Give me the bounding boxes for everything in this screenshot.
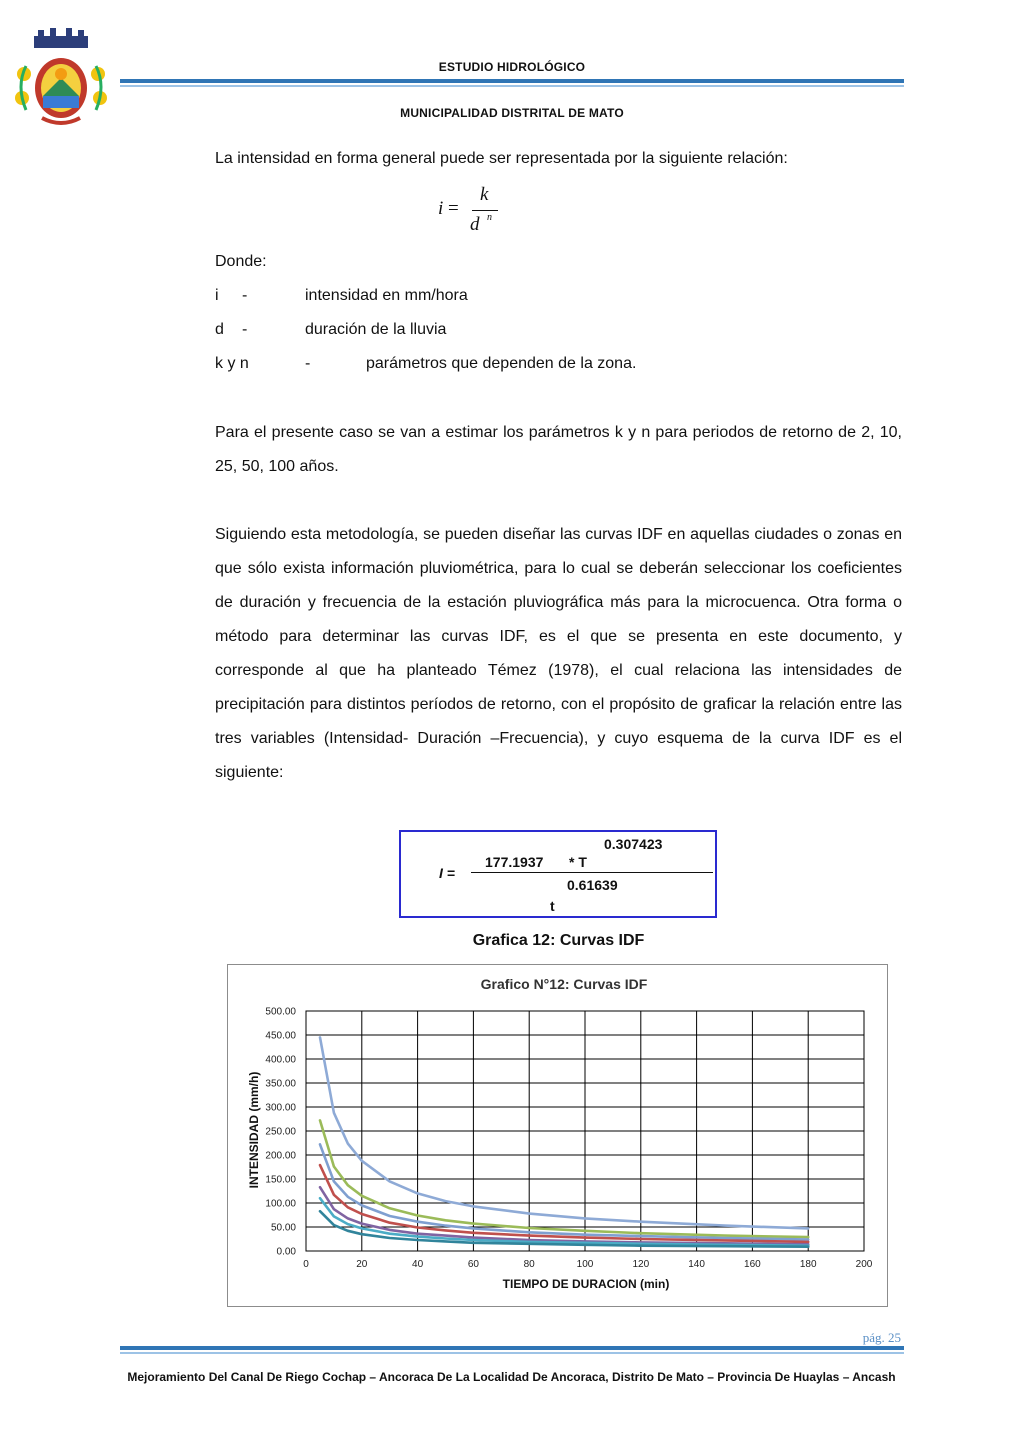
definition-dash: - [242, 287, 248, 304]
definition-text: intensidad en mm/hora [305, 287, 468, 304]
x-tick-label: 0 [303, 1259, 309, 1270]
y-tick-label: 200.00 [265, 1150, 296, 1162]
y-tick-label: 350.00 [265, 1078, 296, 1090]
y-tick-label: 300.00 [265, 1102, 296, 1114]
paragraph-return-periods: Para el presente caso se van a estimar los parámetros k y n para periodos de retorno de 2, 10, 25, 50, 100 años. [215, 424, 902, 475]
x-tick-label: 160 [744, 1259, 761, 1270]
equation-denominator: d [470, 214, 480, 235]
x-tick-label: 40 [412, 1259, 424, 1270]
definition-symbol: i [215, 287, 219, 304]
formula-fraction-bar [471, 872, 713, 873]
x-tick-label: 80 [523, 1259, 535, 1270]
municipal-coat-of-arms-logo [12, 26, 110, 130]
header-subtitle: MUNICIPALIDAD DISTRITAL DE MATO [400, 106, 624, 120]
chart-x-axis-label: TIEMPO DE DURACION (min) [502, 1277, 670, 1291]
definition-text: duración de la lluvia [305, 321, 447, 338]
intro-text: La intensidad en forma general puede ser representada por la siguiente relación: [215, 150, 788, 167]
y-tick-label: 250.00 [265, 1126, 296, 1138]
header-rule-thin [120, 85, 904, 87]
x-tick-label: 200 [855, 1259, 873, 1270]
formula-t-exponent: 0.307423 [604, 836, 663, 852]
y-tick-label: 400.00 [265, 1054, 296, 1066]
definition-dash: - [305, 355, 311, 372]
y-tick-label: 500.00 [265, 1006, 296, 1018]
y-tick-label: 100.00 [265, 1198, 296, 1210]
x-tick-label: 20 [356, 1259, 368, 1270]
definition-dash: - [242, 321, 248, 338]
idf-chart-svg [228, 965, 889, 1308]
equation-exponent: n [487, 212, 492, 223]
formula-d-exponent: 0.61639 [567, 877, 618, 893]
formula-times-t: * T [569, 854, 587, 870]
y-tick-label: 0.00 [276, 1246, 296, 1258]
formula-lhs: I = [439, 865, 455, 881]
definition-text: parámetros que dependen de la zona. [366, 355, 637, 372]
header-title: ESTUDIO HIDROLÓGICO [438, 60, 586, 74]
x-tick-label: 120 [632, 1259, 650, 1270]
y-tick-label: 150.00 [265, 1174, 296, 1186]
x-tick-label: 100 [576, 1259, 594, 1270]
definition-symbol: d [215, 321, 224, 338]
equation-lhs: i = [438, 198, 459, 219]
definition-symbol: k y n [215, 355, 249, 372]
idf-chart [227, 964, 888, 1307]
formula-denominator: t [550, 898, 555, 914]
chart-title: Grafico N°12: Curvas IDF [480, 976, 648, 992]
figure-caption: Grafica 12: Curvas IDF [472, 932, 645, 949]
equation-numerator: k [480, 184, 489, 205]
header-rule [120, 79, 904, 83]
where-label: Donde: [215, 253, 267, 270]
formula-coefficient: 177.1937 [485, 854, 544, 870]
fraction-bar [472, 210, 498, 211]
footer-project-title: Mejoramiento Del Canal De Riego Cochap – Ancoraca De La Localidad De Ancoraca, Distrito De Mato – Provincia De Huaylas – Ancash [127, 1370, 896, 1384]
footer-rule [120, 1346, 904, 1350]
idf-formula-box [399, 830, 717, 918]
intensity-equation [436, 186, 516, 240]
x-tick-label: 140 [688, 1259, 705, 1270]
y-tick-label: 50.00 [270, 1222, 296, 1234]
paragraph-methodology: Siguiendo esta metodología, se pueden diseñar las curvas IDF en aquellas ciudades o zonas en que sólo exista información pluviométrica, para lo cual se deberán seleccionar los coeficientes de duración y frecuencia de la estación pluviográfica más para la microcuenca. Otra forma o método para determinar las curvas IDF, es el que se presenta en este documento, y corresponde al que ha planteado Témez (1978), el cual relaciona las intensidades de precipitación para distintos períodos de retorno, con el propósito de graficar la relación entre las tres variables (Intensidad- Duración –Frecuencia), y cuyo esquema de la curva IDF es el siguiente: [215, 526, 902, 781]
x-tick-label: 60 [467, 1259, 479, 1270]
x-tick-label: 180 [799, 1259, 817, 1270]
chart-y-axis-label: INTENSIDAD (mm/h) [247, 1071, 261, 1189]
page-number: pág. 25 [862, 1330, 901, 1345]
footer-rule-thin [120, 1352, 904, 1354]
y-tick-label: 450.00 [265, 1030, 296, 1042]
